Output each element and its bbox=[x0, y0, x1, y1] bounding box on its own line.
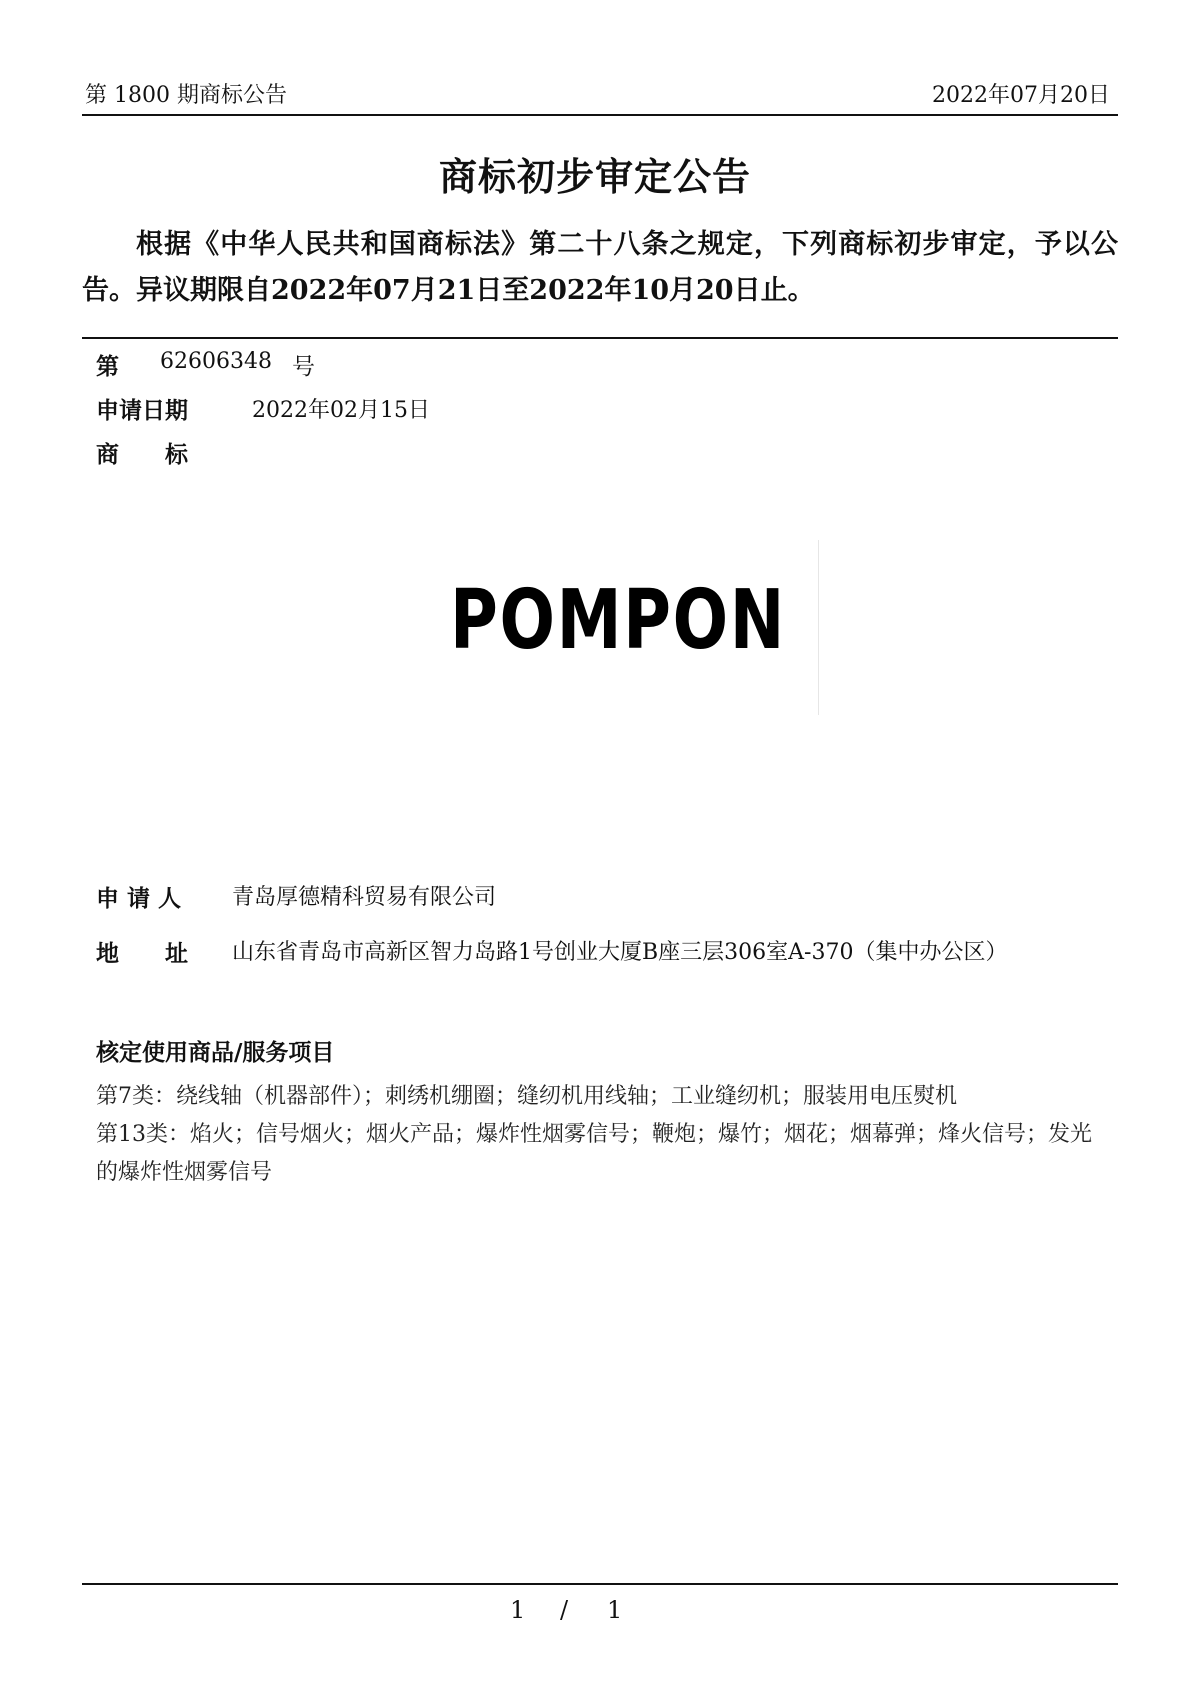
page-title: 商标初步审定公告 bbox=[438, 154, 751, 199]
trademark-image bbox=[420, 560, 820, 670]
page-separator: / bbox=[560, 1596, 569, 1624]
header-divider bbox=[82, 114, 1118, 116]
trademark-text: POMPON bbox=[450, 573, 786, 668]
registration-suffix: 号 bbox=[292, 354, 315, 380]
goods-class-7: 第7类：绕线轴（机器部件）；刺绣机绷圈；缝纫机用线轴；工业缝纫机；服装用电压熨机 bbox=[96, 1084, 958, 1109]
application-date-value: 2022年02月15日 bbox=[252, 398, 430, 423]
issue-number: 第 1800 期商标公告 bbox=[85, 83, 287, 108]
issue-date: 2022年07月20日 bbox=[932, 83, 1110, 108]
trademark-label: 商 标 bbox=[96, 441, 188, 468]
goods-section-title: 核定使用商品/服务项目 bbox=[96, 1039, 335, 1066]
trademark-image-edge bbox=[818, 540, 819, 715]
page-total: 1 bbox=[607, 1596, 623, 1624]
registration-prefix: 第 bbox=[96, 353, 119, 380]
application-date-label: 申请日期 bbox=[96, 397, 188, 424]
footer-divider bbox=[82, 1583, 1118, 1585]
section-divider bbox=[82, 337, 1118, 339]
intro-paragraph: 根据《中华人民共和国商标法》第二十八条之规定，下列商标初步审定，予以公告。异议期限自2022年07月21日至2022年10月20日止。 bbox=[82, 229, 1118, 306]
address-value: 山东省青岛市高新区智力岛路1号创业大厦B座三层306室A-370（集中办公区） bbox=[232, 940, 1008, 965]
applicant-value: 青岛厚德精科贸易有限公司 bbox=[232, 885, 497, 910]
applicant-label: 申 请 人 bbox=[96, 885, 182, 912]
address-label: 地 址 bbox=[96, 940, 188, 967]
page-current: 1 bbox=[510, 1596, 526, 1624]
goods-list bbox=[96, 1078, 1112, 1192]
goods-class-13: 第13类：焰火；信号烟火；烟火产品；爆炸性烟雾信号；鞭炮；爆竹；烟花；烟幕弹；烽火信号；发光的爆炸性烟雾信号 bbox=[96, 1122, 1092, 1185]
trademark-wordmark bbox=[420, 560, 820, 670]
registration-number: 62606348 bbox=[160, 349, 272, 374]
